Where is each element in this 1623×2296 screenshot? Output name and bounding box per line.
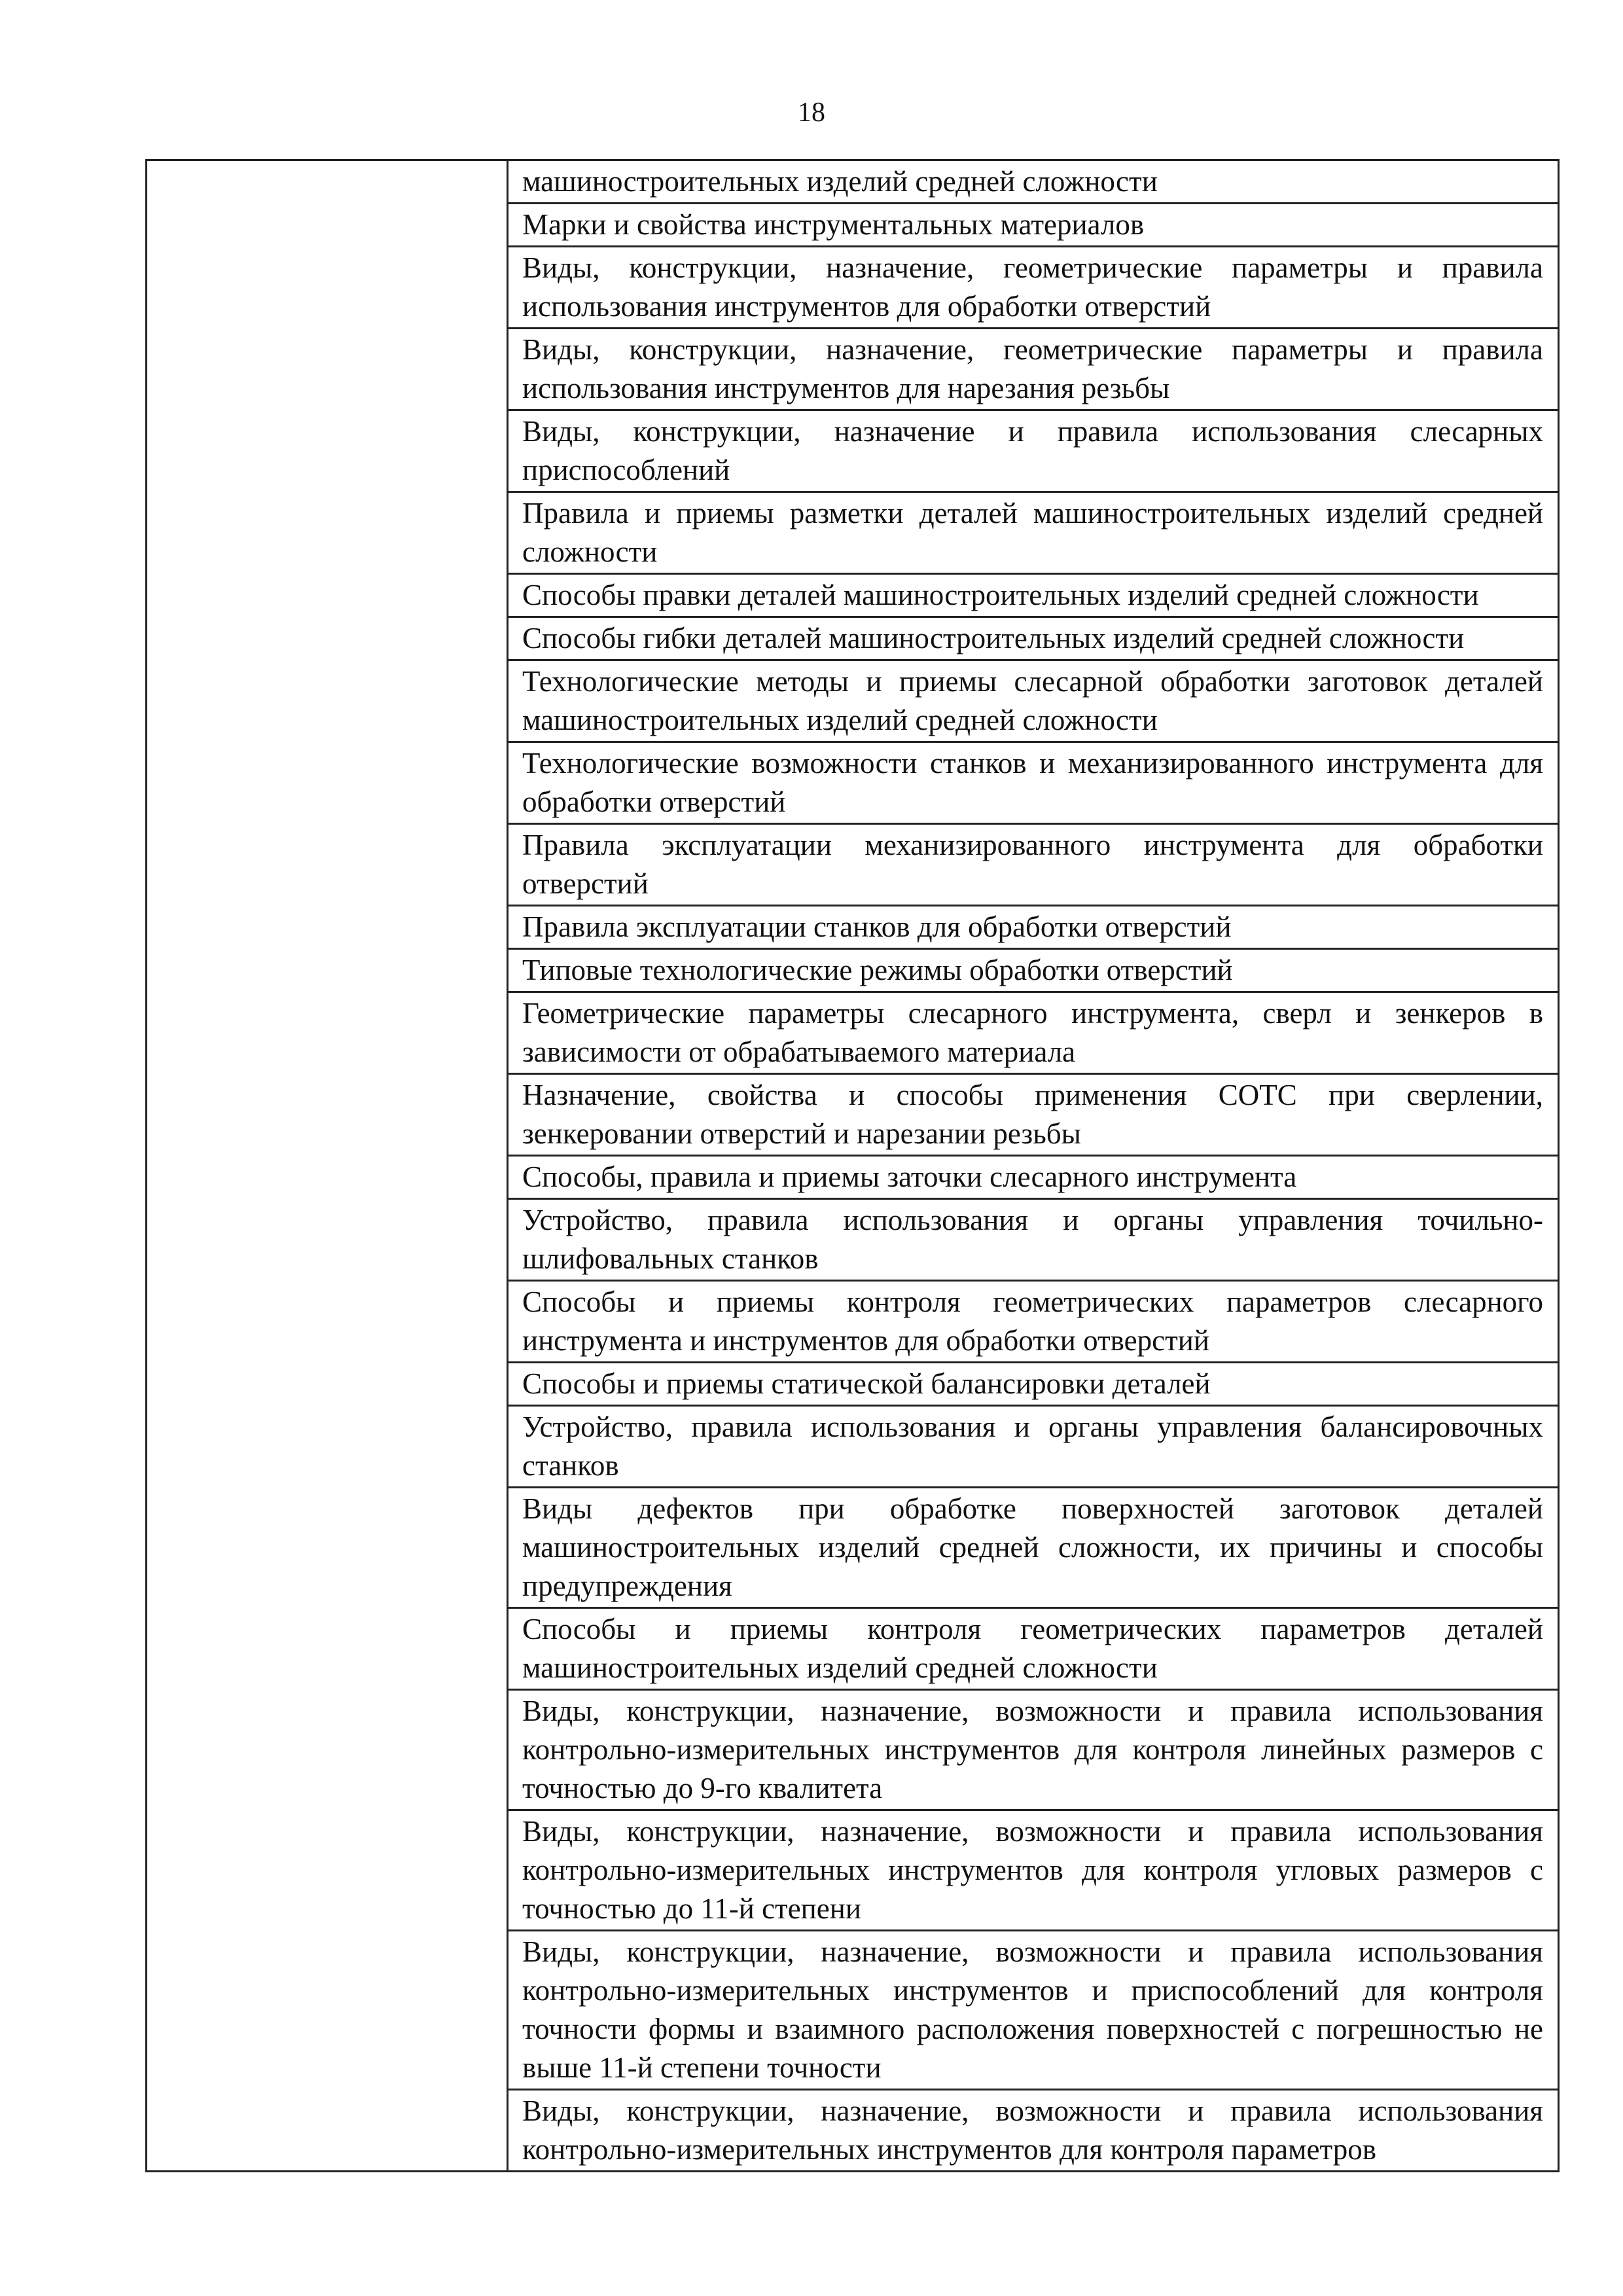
table-row xyxy=(147,160,1559,2172)
knowledge-item: Устройство, правила использования и органы управления балансировочных станков xyxy=(508,1407,1558,1488)
knowledge-item: Виды дефектов при обработке поверхностей заготовок деталей машиностроительных изделий средней сложности, их причины и способы предупреждения xyxy=(508,1488,1558,1609)
knowledge-item: Устройство, правила использования и органы управления точильно-шлифовальных станков xyxy=(508,1200,1558,1282)
knowledge-item: Технологические возможности станков и механизированного инструмента для обработки отверстий xyxy=(508,743,1558,825)
knowledge-cell xyxy=(508,160,1559,2172)
knowledge-item: Виды, конструкции, назначение, геометрические параметры и правила использования инструментов для обработки отверстий xyxy=(508,247,1558,329)
knowledge-item: Виды, конструкции, назначение, геометрические параметры и правила использования инструментов для нарезания резьбы xyxy=(508,329,1558,411)
knowledge-item: Способы и приемы контроля геометрических параметров деталей машиностроительных изделий средней сложности xyxy=(508,1609,1558,1691)
knowledge-item: Марки и свойства инструментальных материалов xyxy=(508,204,1558,247)
knowledge-item: Способы и приемы контроля геометрических параметров слесарного инструмента и инструментов для обработки отверстий xyxy=(508,1282,1558,1363)
knowledge-item: Виды, конструкции, назначение, возможности и правила использования контрольно-измерительных инструментов для контроля угловых размеров с точностью до 11-й степени xyxy=(508,1811,1558,1931)
knowledge-item: Способы, правила и приемы заточки слесарного инструмента xyxy=(508,1157,1558,1200)
knowledge-item: Технологические методы и приемы слесарной обработки заготовок деталей машиностроительных изделий средней сложности xyxy=(508,661,1558,743)
left-empty-cell xyxy=(147,160,508,2172)
knowledge-item: машиностроительных изделий средней сложности xyxy=(508,161,1558,204)
knowledge-table xyxy=(145,159,1560,2172)
knowledge-item: Виды, конструкции, назначение и правила использования слесарных приспособлений xyxy=(508,411,1558,493)
page-number: 18 xyxy=(798,98,825,128)
knowledge-item: Способы гибки деталей машиностроительных изделий средней сложности xyxy=(508,618,1558,661)
knowledge-item: Типовые технологические режимы обработки отверстий xyxy=(508,950,1558,993)
knowledge-item: Правила эксплуатации механизированного инструмента для обработки отверстий xyxy=(508,825,1558,906)
knowledge-item: Виды, конструкции, назначение, возможности и правила использования контрольно-измерительных инструментов для контроля линейных размеров с точностью до 9-го квалитета xyxy=(508,1691,1558,1811)
knowledge-list xyxy=(508,161,1558,2170)
knowledge-item: Правила эксплуатации станков для обработки отверстий xyxy=(508,906,1558,950)
knowledge-item: Правила и приемы разметки деталей машиностроительных изделий средней сложности xyxy=(508,493,1558,575)
knowledge-item: Виды, конструкции, назначение, возможности и правила использования контрольно-измерительных инструментов и приспособлений для контроля точности формы и взаимного расположения поверхностей с погрешностью не выше 11-й степени точности xyxy=(508,1931,1558,2090)
knowledge-item: Виды, конструкции, назначение, возможности и правила использования контрольно-измерительных инструментов для контроля параметров xyxy=(522,2094,1543,2166)
knowledge-item: Способы и приемы статической балансировки деталей xyxy=(508,1363,1558,1407)
knowledge-item: Геометрические параметры слесарного инструмента, сверл и зенкеров в зависимости от обрабатываемого материала xyxy=(508,993,1558,1075)
knowledge-item: Назначение, свойства и способы применения СОТС при сверлении, зенкеровании отверстий и нарезании резьбы xyxy=(508,1075,1558,1157)
knowledge-item: Способы правки деталей машиностроительных изделий средней сложности xyxy=(508,575,1558,618)
